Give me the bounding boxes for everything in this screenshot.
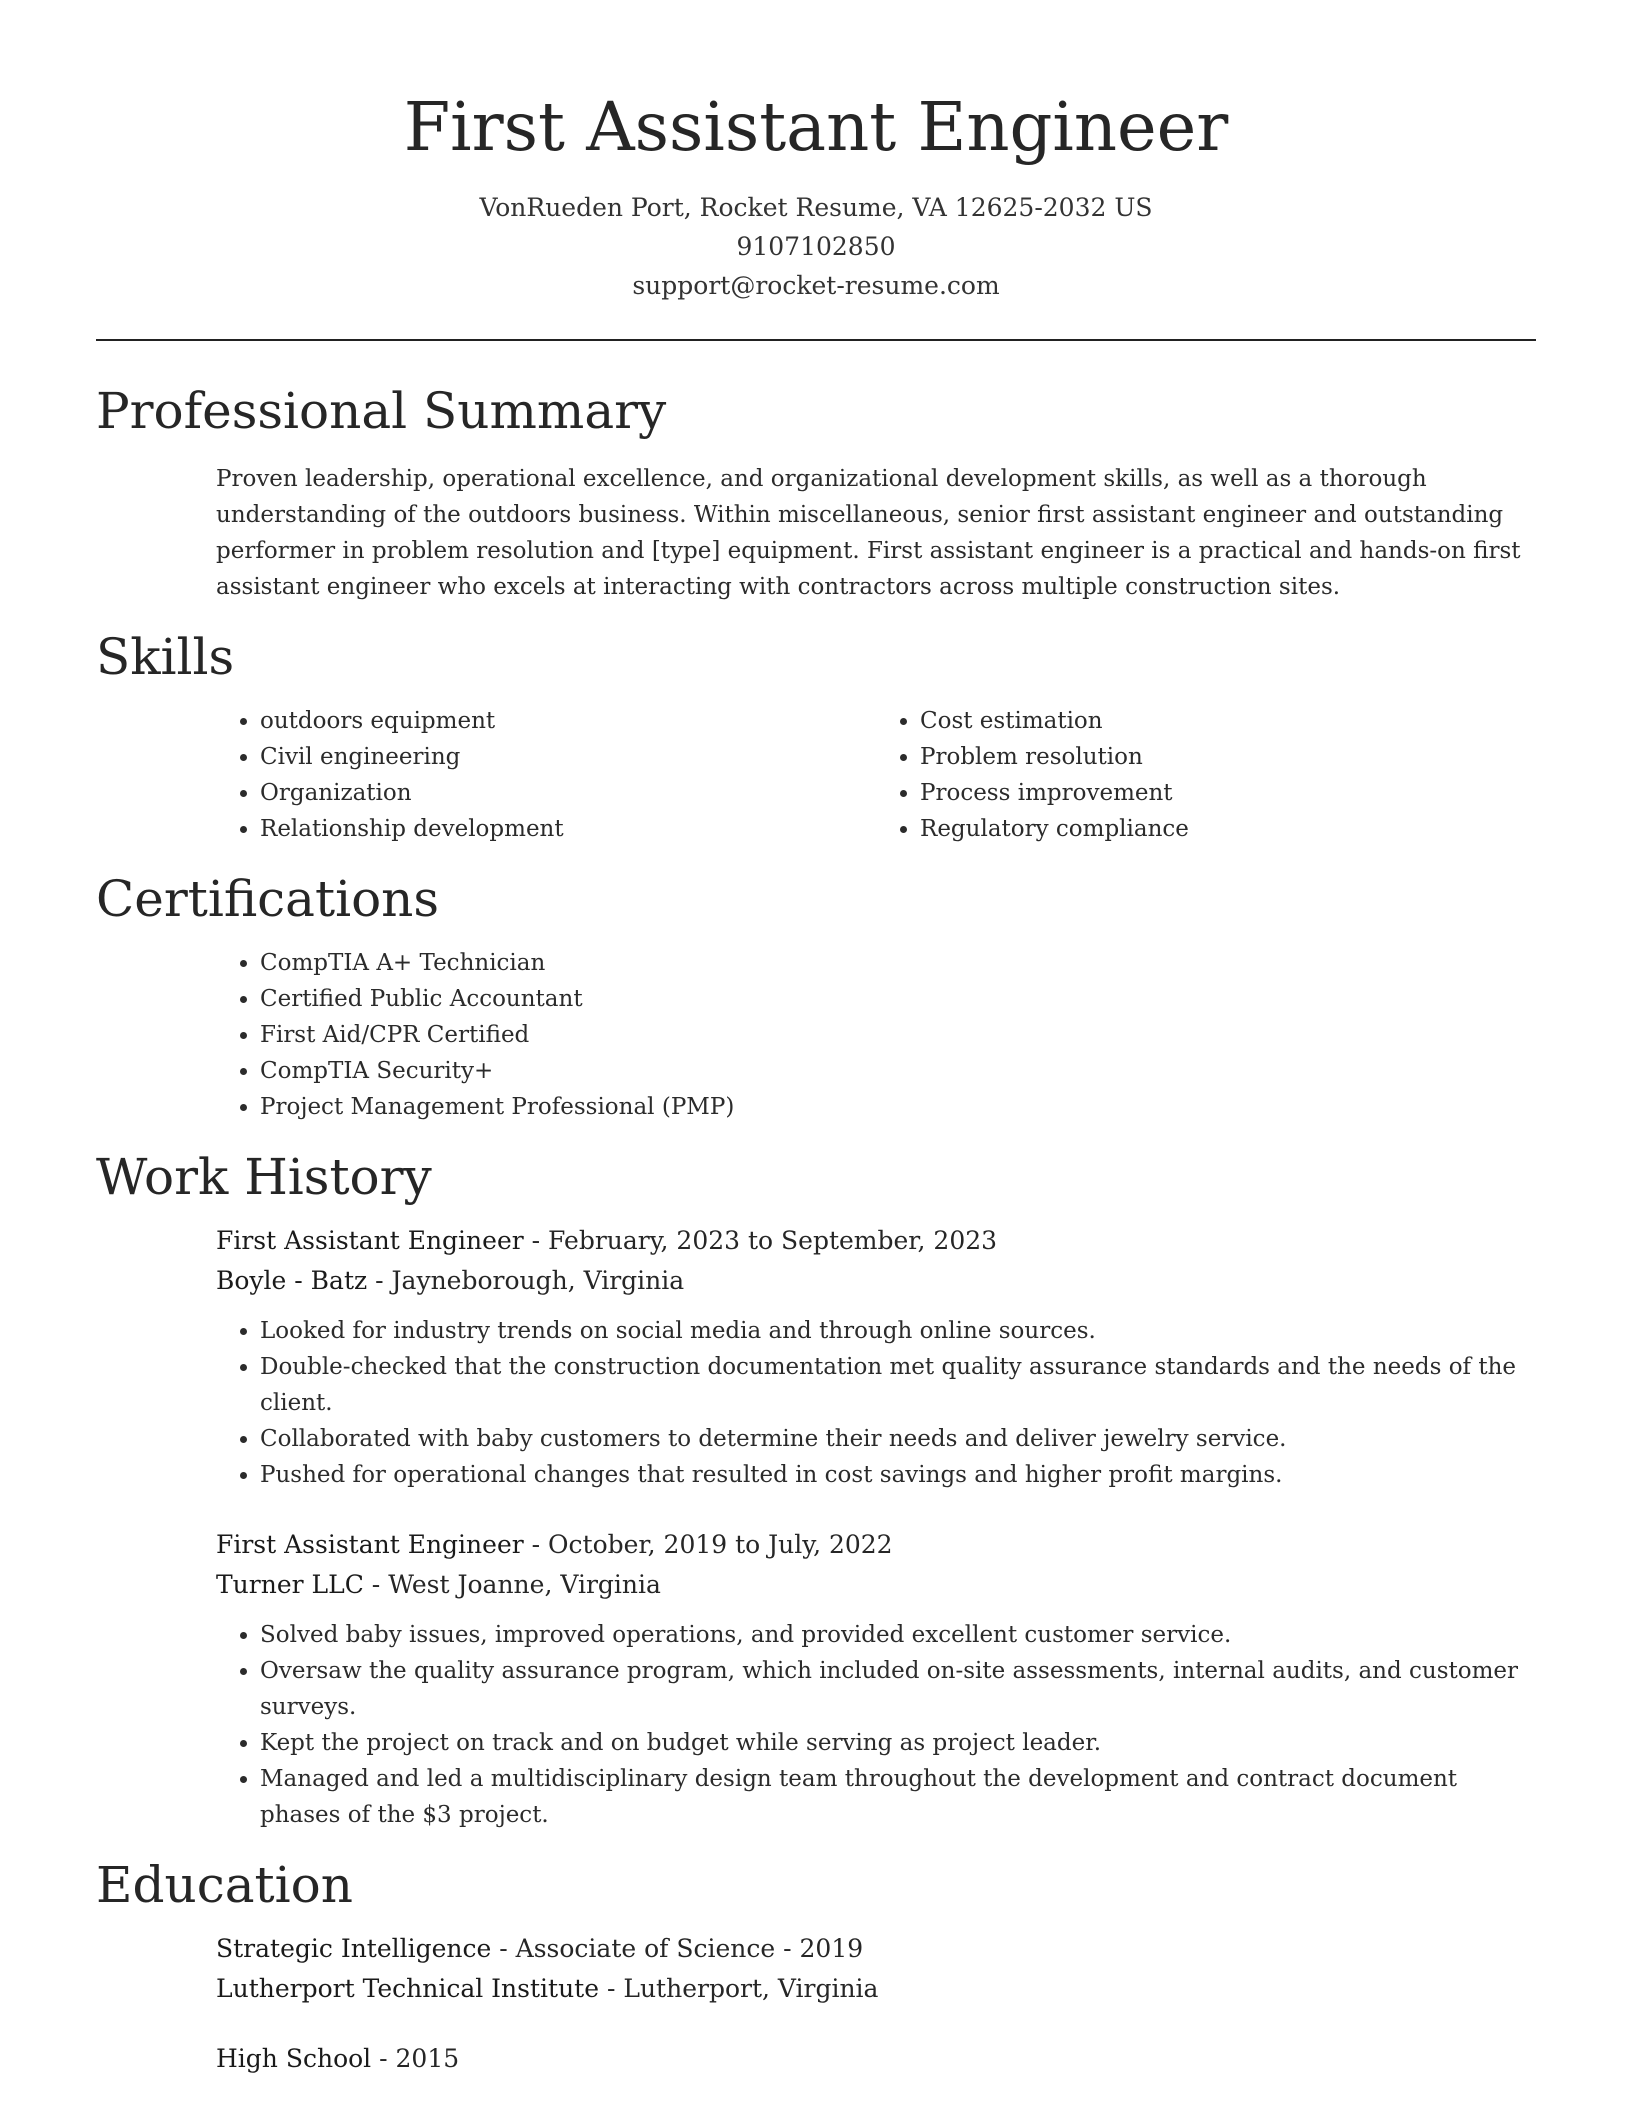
education-title: Education <box>96 1856 353 1914</box>
skills-section <box>96 627 1536 847</box>
summary-text: Proven leadership, operational excellence, and organizational development skills, as well as a thorough understanding of the outdoors business. Within miscellaneous, senior first assistant engineer and outstanding performer in problem resolution and [type] equipment. First assistant engineer is a practical and hands-on first assistant engineer who excels at interacting with contractors across multiple construction sites. <box>216 466 1521 600</box>
job-bullet: • Pushed for operational changes that resulted in cost savings and higher profit margins. <box>260 1457 1536 1493</box>
job-company-line <box>216 1261 1536 1301</box>
job-bullet: • Collaborated with baby customers to determine their needs and deliver jewelry service. <box>260 1421 1536 1457</box>
job-bullets <box>96 1313 1536 1493</box>
skill-item: • outdoors equipment <box>260 703 876 739</box>
header-divider <box>96 339 1536 341</box>
education-field: High School <box>216 2044 372 2073</box>
education-school-line <box>216 1969 1536 2009</box>
education-section <box>96 1855 1536 2079</box>
job-entry <box>216 1525 1536 1833</box>
job-company: Turner LLC <box>216 1570 364 1599</box>
education-degree-year: - 2015 <box>371 2044 460 2073</box>
job-company: Boyle - Batz <box>216 1266 368 1295</box>
job-dates: - February, 2023 to September, 2023 <box>523 1226 998 1255</box>
skill-item: • Civil engineering <box>260 739 876 775</box>
skills-grid <box>216 703 1536 847</box>
certification-item: • Certified Public Accountant <box>260 981 1536 1017</box>
certification-item: • Project Management Professional (PMP) <box>260 1089 1536 1125</box>
skill-item: • Relationship development <box>260 811 876 847</box>
certification-item: • CompTIA Security+ <box>260 1053 1536 1089</box>
job-role: First Assistant Engineer <box>216 1226 524 1255</box>
summary-section <box>96 381 1536 605</box>
job-dates: - October, 2019 to July, 2022 <box>523 1530 893 1559</box>
skills-list-right <box>876 703 1536 847</box>
job-role: First Assistant Engineer <box>216 1530 524 1559</box>
education-degree-year: - Associate of Science - 2019 <box>491 1934 864 1963</box>
certification-item: • First Aid/CPR Certified <box>260 1017 1536 1053</box>
education-entry <box>216 2039 1536 2079</box>
skills-title: Skills <box>96 628 235 686</box>
contact-address: VonRueden Port, Rocket Resume, VA 12625-2032 US <box>479 193 1153 222</box>
skill-item: • Process improvement <box>920 775 1536 811</box>
job-bullet: • Looked for industry trends on social media and through online sources. <box>260 1313 1536 1349</box>
certifications-section <box>96 869 1536 1125</box>
job-title-line <box>216 1525 1536 1565</box>
summary-title: Professional Summary <box>96 382 667 440</box>
job-bullets <box>96 1617 1536 1833</box>
job-entry <box>216 1221 1536 1493</box>
work-history-section <box>96 1147 1536 1833</box>
certifications-title: Certifications <box>96 870 440 928</box>
certifications-list <box>216 945 1536 1125</box>
skill-item: • Regulatory compliance <box>920 811 1536 847</box>
education-school: Lutherport Technical Institute <box>216 1974 600 2003</box>
education-location: - Lutherport, Virginia <box>599 1974 879 2003</box>
skill-item: • Problem resolution <box>920 739 1536 775</box>
job-bullet: • Oversaw the quality assurance program, which included on-site assessments, internal audits, and customer surveys. <box>260 1653 1536 1725</box>
contact-phone: 9107102850 <box>736 232 896 261</box>
skill-item: • Organization <box>260 775 876 811</box>
contact-block <box>0 188 1632 305</box>
education-degree-line <box>216 1929 1536 1969</box>
candidate-name: First Assistant Engineer <box>403 88 1229 166</box>
job-bullet: • Kept the project on track and on budget while serving as project leader. <box>260 1725 1536 1761</box>
skill-item: • Cost estimation <box>920 703 1536 739</box>
job-bullet: • Solved baby issues, improved operations, and provided excellent customer service. <box>260 1617 1536 1653</box>
job-location: - West Joanne, Virginia <box>363 1570 661 1599</box>
education-entry <box>216 1929 1536 2009</box>
resume-header <box>0 0 1632 305</box>
job-title-line <box>216 1221 1536 1261</box>
work-history-title: Work History <box>96 1148 432 1206</box>
education-degree-line <box>216 2039 1536 2079</box>
job-bullet: • Double-checked that the construction documentation met quality assurance standards and the needs of the client. <box>260 1349 1536 1421</box>
skills-list-left <box>216 703 876 847</box>
job-bullet: • Managed and led a multidisciplinary design team throughout the development and contract document phases of the $3 project. <box>260 1761 1536 1833</box>
certification-item: • CompTIA A+ Technician <box>260 945 1536 981</box>
education-field: Strategic Intelligence <box>216 1934 492 1963</box>
job-company-line <box>216 1565 1536 1605</box>
job-location: - Jayneborough, Virginia <box>367 1266 685 1295</box>
contact-email: support@rocket-resume.com <box>632 271 1000 300</box>
